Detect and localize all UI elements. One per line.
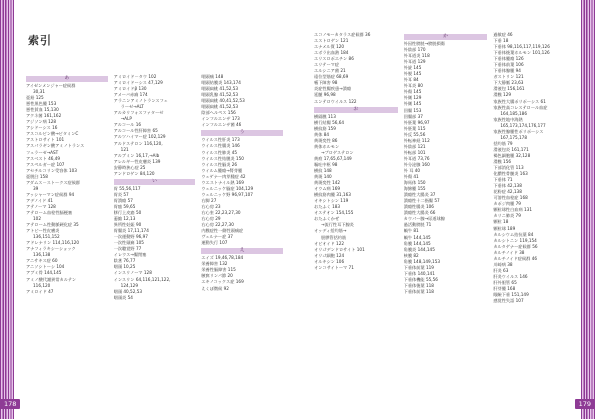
index-entry: アメーバ赤痢 174: [113, 92, 148, 98]
index-entry: アクネ菌 161,162: [26, 113, 62, 119]
index-entry: 外胚葉 115: [403, 125, 426, 131]
index-entry: 悪性黒色腫 153: [26, 101, 57, 107]
index-column: [404, 32, 488, 304]
index-entry: 滑液包 156,161: [493, 86, 525, 92]
index-entry: アセチルコリン受容体 103: [26, 167, 77, 173]
index-column: [314, 32, 398, 304]
index-entry: 咽頭痛 148: [201, 74, 224, 79]
page-edge-right: [581, 0, 595, 419]
index-entry: 肝外胆管 65: [493, 279, 517, 285]
index-entry: アルコール性肝障害 65: [113, 128, 158, 134]
index-entry-continuation: 102: [33, 216, 41, 222]
index-entry: 過活動膀胱 71: [403, 222, 432, 228]
index-entry: 下垂体後葉ホルモン 101,126: [493, 50, 550, 56]
index-entry-continuation: 121: [120, 146, 129, 152]
index-entry: アシドーシス 16: [26, 125, 58, 131]
index-entry-continuation: →プロゲステロン: [321, 149, 354, 155]
index-entry: アルツハイマー症 102,129: [113, 134, 166, 140]
index-entry: 亜鉛 125: [26, 95, 44, 101]
index-entry-continuation: 164,185,186: [500, 110, 527, 116]
index-entry: 下垂体前葉 106: [493, 62, 524, 68]
index-entry: 黄体ホルモン: [314, 143, 340, 149]
index-entry: エナメル質 120: [314, 44, 345, 50]
index-entry: アスパラギン酸アミノトランス: [26, 143, 85, 149]
index-entry: 外耳道 73,76: [403, 155, 430, 161]
index-entry: インフルエンザ 173: [201, 116, 240, 122]
index-entry: 滑膜 156: [493, 158, 512, 164]
index-entry: 家族性腺腫性ポリポーシス: [493, 128, 544, 134]
index-entry: 肝炎 63: [493, 267, 509, 273]
index-entry-continuation: 165,173,174,176,177: [500, 122, 546, 128]
page-edge-left: [0, 0, 14, 419]
index-entry: エコノモーカタラス症候群 36: [314, 32, 371, 37]
index-entry-continuation: ラーゼ→ALT: [120, 104, 144, 110]
index-entry: 外旋 145: [403, 65, 422, 71]
index-entry: アミロイドβ 130: [113, 86, 147, 92]
index-entry: 家族性地中海熱: [493, 116, 523, 122]
index-entry: 黄斑変性 86: [314, 137, 338, 143]
index-entry: おたふく 183: [314, 204, 341, 210]
index-entry: 海馬体 150: [403, 180, 426, 186]
index-entry: 下垂体 98,116,117,119,126: [493, 44, 550, 50]
index-entry-continuation: 胆膵管括約筋: [321, 234, 347, 240]
index-entry: カルチノイド症候群 46: [493, 255, 538, 261]
index-entry: オウム病 169: [314, 186, 341, 192]
index-entry: アジソン病 128: [26, 119, 57, 125]
index-entry: アニサキス症 60: [26, 258, 58, 264]
index-entry: 外 耳 40: [403, 167, 421, 173]
index-entry: アミノ酸代謝異常カルテン: [26, 276, 77, 282]
index-entry: ウェゲナー肉芽腫症 42: [201, 173, 246, 179]
index-entry: 胃腸炎 17,11,174: [113, 228, 149, 234]
index-entry: アミロイドーシス 47,129: [113, 80, 163, 86]
index-entry: アテノーマ 128: [26, 203, 56, 209]
index-entry: 運動失行 107: [201, 240, 228, 246]
index-entry: 下垂体 140,141: [403, 270, 435, 276]
index-entry: 陰部ヘルペス 156: [201, 110, 236, 116]
index-entry: エルシニア菌 21: [314, 68, 346, 74]
index-entry: 咽頭炎 54: [113, 294, 133, 300]
index-entry: 外分泌腺 160: [403, 161, 430, 167]
index-section-header: う: [201, 130, 283, 136]
page-title: 索引: [28, 34, 52, 47]
index-entry: 黄疸 17,65,67,149: [314, 155, 352, 161]
index-entry: 可溶性血栓症 168: [493, 195, 528, 201]
index-entry: 下垂体前葉 119: [403, 264, 434, 270]
index-entry: ウイルス性腸炎 146: [201, 143, 240, 149]
index-entry: 黄斑 140: [314, 174, 332, 180]
index-entry: 外転神経 112: [403, 137, 430, 143]
index-entry: 回腸部 37: [403, 113, 423, 119]
index-column: [26, 74, 108, 301]
index-section-header: あ: [26, 76, 108, 82]
index-entry: 下垂体後葉 118: [403, 282, 434, 288]
index-entry: 外耳道炎 118: [403, 53, 430, 59]
index-entry: 横紋筋肉腫 31,163: [314, 192, 351, 198]
index-entry: カポジ肉腫 79: [493, 201, 521, 207]
index-entry: 咽頭扁桃 41,52,53: [201, 86, 239, 92]
index-entry-continuation: →ALP: [120, 116, 132, 122]
index-entry: 外因性膀胱→膀胱損傷: [403, 41, 445, 46]
index-entry: 括約筋 79: [493, 140, 513, 146]
index-entry: 安静時狭心症 25: [113, 164, 146, 170]
index-entry: インフルエンザ菌 46: [201, 122, 242, 128]
index-entry: 横紋 148: [314, 167, 332, 173]
index-entry: 家族性高コレステロール血症: [493, 104, 548, 110]
index-entry: カルチノイド 38: [493, 249, 525, 255]
index-entry: 潰瘍性大腸炎 37: [403, 192, 436, 198]
index-entry: 角膜 144,145: [403, 240, 431, 246]
index-entry: 感覚性失語 107: [493, 298, 524, 304]
index-column: [493, 32, 577, 304]
index-entry: アスコルビン酸→ビタミンC: [26, 131, 79, 137]
right-index-columns: [314, 32, 577, 304]
index-entry: 下垂体腫瘍 126: [493, 56, 524, 62]
right-page: [306, 0, 581, 419]
index-entry: 嘔吐中枢 98: [314, 161, 338, 167]
index-entry: ガストリン 121: [493, 74, 524, 80]
index-entry: 外陰部 121: [403, 143, 426, 149]
index-entry: 外傷 145: [403, 89, 422, 95]
index-entry: 悪性貧血 15,130: [26, 107, 59, 113]
index-entry-continuation: 136,151,152: [33, 234, 60, 240]
index-section-header: お: [314, 107, 398, 113]
index-entry-continuation: 39: [33, 185, 39, 191]
index-entry: アルドステロン 116,120,: [113, 140, 163, 146]
index-entry: カルシウム拮抗薬 84: [493, 231, 534, 237]
index-entry: えくぼ徴候 92: [201, 285, 229, 291]
index-entry: 腋窩リンパ節 20: [201, 273, 233, 279]
index-entry: アスベスト 46,49: [26, 155, 61, 161]
index-entry: エリスロポエチン 86: [314, 56, 354, 62]
index-entry: 潰瘍性腸炎 106: [403, 204, 434, 210]
index-entry: オステオン 154,155: [314, 210, 354, 216]
index-entry: アダムス－ストークス症候群: [26, 179, 81, 185]
index-entry: 外側 145: [403, 101, 422, 107]
index-entry: オッディ括約筋→: [314, 228, 347, 234]
index-section-header: い: [114, 179, 196, 185]
index-entry: 右心室 22,23,27,30: [201, 209, 241, 215]
index-entry: オリゴデンドロサイト 101: [314, 246, 365, 252]
index-entry: エイズ 19,46,78,184: [201, 255, 244, 261]
index-entry: アデノイド 41: [26, 197, 53, 203]
index-entry: フェラーゼ→AST: [26, 149, 59, 155]
index-entry: 右心房 23: [201, 203, 221, 209]
index-entry: オリゴ細胞 124: [314, 252, 345, 258]
page-number-left: 178: [0, 399, 20, 409]
index-entry: エボラ出血熱 184: [314, 50, 349, 56]
index-entry: 海綿腫 155: [403, 186, 426, 192]
index-entry: アスペルガー症 107: [26, 161, 65, 167]
index-entry: 下部消化管 113: [493, 165, 524, 171]
index-entry: 眼瞼下垂 151,149: [493, 292, 529, 298]
index-entry: ウェルニッケ野 96,97,107: [201, 191, 253, 197]
index-entry: 肝芽腫 168: [493, 285, 516, 291]
index-entry: 潰瘍性十二指腸 57: [403, 198, 440, 204]
index-entry: アニソシトーシ 104: [26, 264, 65, 270]
index-entry: 胃炎 57: [113, 191, 129, 197]
index-entry: アストロサイト 101: [26, 137, 65, 143]
index-entry: ウイルス性脳炎 26: [201, 161, 238, 167]
index-entry: 角膜炎 144,145: [403, 246, 435, 252]
index-column: [201, 74, 283, 301]
left-page: [14, 0, 289, 419]
index-section-header: か: [404, 34, 488, 40]
index-entry: オピオイド 122: [314, 240, 345, 246]
index-column: [114, 74, 196, 301]
index-entry: 下垂体 42,138: [493, 183, 522, 189]
index-entry: 炎症性腸疾患→潰瘍: [314, 86, 352, 92]
index-entry: 外胚葉 96,97: [403, 119, 430, 125]
index-entry-continuation: 124,129: [120, 282, 138, 288]
index-entry: 下垂体腺腫 94: [493, 68, 521, 74]
index-entry: 異所性妊娠 90: [113, 222, 142, 228]
index-entry: 横紋筋 159: [314, 125, 336, 131]
index-entry: おたふくかぜ: [314, 216, 340, 222]
index-entry-continuation: →流行性耳下腺炎: [321, 222, 354, 228]
index-entry: 黄斑変性 142: [314, 180, 341, 186]
index-entry: 咽頭乳腺 41,52,53: [201, 92, 239, 98]
index-entry: アンドロゲン 84,120: [113, 170, 155, 176]
index-entry: アルコール 16: [113, 122, 142, 128]
index-entry: エリテーマ症: [314, 62, 340, 68]
index-entry: ウイルス性肝炎 173: [201, 137, 240, 143]
index-entry: 川崎病 38: [493, 261, 513, 267]
index-entry: 滑液包炎 161,171: [493, 146, 529, 152]
index-entry: 胃癌 59,65: [113, 203, 136, 209]
index-entry: 下垂体機能 55,56: [403, 276, 438, 282]
index-entry: アトピー性皮膚炎: [26, 228, 60, 234]
index-entry: アドレナリン 114,116,120: [26, 240, 80, 246]
index-entry: 嚥下障害 98: [314, 80, 338, 86]
index-entry: インスリン 64,116,121,122,: [113, 276, 171, 282]
index-entry: 褐色細胞腫 32,128: [493, 152, 531, 158]
index-entry: 移行上皮癌 50: [113, 209, 142, 215]
index-entry: 外反 55,56: [403, 131, 426, 137]
index-entry: 亜脱臼 158: [26, 173, 48, 179]
index-entry: アブミ骨 144,145: [26, 270, 62, 276]
index-entry: 咽頭 40,52,53: [113, 288, 143, 294]
index-entry: エンテロウイルス 122: [314, 98, 357, 104]
index-entry: 内膜症性一側性頭痛症: [201, 228, 244, 234]
index-entry: アラニンアミノトランスフェ: [113, 98, 168, 104]
index-entry: ウエストナイル熱 169: [201, 179, 244, 185]
index-entry: 遠位型筋症 68,69: [314, 74, 349, 80]
index-entry: 外脱 145: [403, 71, 422, 77]
index-entry: ウイルス性肺炎 45: [201, 149, 238, 155]
index-entry: 角膜 148,149,153: [403, 258, 441, 264]
index-entry: 外傷 41: [403, 174, 419, 180]
index-entry-continuation: 30,31: [33, 89, 45, 95]
index-entry: 横隔膜 113: [314, 113, 336, 119]
index-entry: 家族性大腸ポリポーシス 61: [493, 98, 546, 104]
index-entry: アナフィラキシーショック: [26, 246, 76, 252]
page-number-right: 179: [575, 399, 595, 409]
index-entry: 下垂体 71: [493, 177, 513, 183]
index-entry: 顆粒 18: [493, 219, 509, 225]
index-entry: 横行結腸 56,64: [314, 119, 345, 125]
index-entry: 蝸牛 144,145: [403, 234, 431, 240]
index-entry: 咽頭扁桃 40,41,52,53: [201, 98, 245, 104]
index-entry: 咽頭結膜炎 143,174: [201, 80, 241, 86]
index-entry: 滑膜 129: [493, 92, 512, 98]
index-entry: ウイルス性結膜炎 150: [201, 155, 244, 161]
index-entry: 咽頭扁桃 41,52,53: [201, 104, 239, 110]
index-entry: オルキシン 106: [314, 258, 345, 264]
index-entry: 延髄 96,98: [314, 92, 336, 98]
index-entry: 胃 55,56,117: [113, 185, 141, 191]
index-entry: インスリノーマ 128: [113, 270, 152, 276]
index-entry: 回腸 153: [403, 107, 422, 113]
index-entry-continuation: 116,120: [33, 282, 51, 288]
index-entry: 花粉症 42,138: [493, 189, 522, 195]
index-entry: 外耳道 129: [403, 59, 426, 65]
index-entry: 下垂 18: [493, 38, 509, 44]
index-entry: 潰瘍性大腸炎 66: [403, 210, 436, 216]
index-entry: 胃潰瘍 57: [113, 197, 133, 203]
index-entry-continuation: 167,175,178: [500, 134, 527, 140]
index-entry: 咽頭 10,25: [113, 264, 136, 270]
index-entry: 核膜 82: [403, 252, 419, 258]
index-entry: 萎縮 12,13: [113, 216, 136, 222]
index-entry: アレルギー性皮膚炎 139: [113, 158, 161, 164]
index-entry: 右脚 27: [201, 197, 217, 203]
index-entry: 一次聴覚野 77: [113, 246, 142, 252]
index-entry: オンコサイトーマ 71: [314, 264, 354, 270]
index-entry: 栄養性脳障害 115: [201, 267, 236, 273]
index-entry: 蝸牛 81: [403, 228, 419, 234]
index-entry: カウパー腺→尿道球腺: [403, 216, 445, 222]
index-entry: 外側 129: [403, 95, 422, 101]
index-entry: イレウス→腸閉塞: [113, 252, 147, 258]
index-entry: 右心房 29: [201, 216, 221, 222]
index-entry: アテローム血栓性脳梗塞: [26, 209, 73, 215]
index-entry: 外転部 101: [403, 149, 426, 155]
index-entry: 顆粒球性白血病 131: [493, 207, 532, 213]
index-entry: アイゼンメンジャー症候群: [26, 83, 76, 88]
index-entry: 黄体 84: [314, 131, 330, 137]
index-entry: アテローム性動脈硬化症 35: [26, 222, 79, 228]
index-entry: カルシトニン 119,154: [493, 237, 537, 243]
index-entry: アミロイド－タウ 102: [113, 74, 157, 79]
index-entry: ウェルニッケ脳症 104,129: [201, 185, 254, 191]
index-entry: 陰茎 76,77: [113, 258, 136, 264]
left-index-columns: [26, 74, 283, 301]
index-entry: 右心房 22,27,30: [201, 222, 234, 228]
index-entry: オキシトシン 119: [314, 198, 349, 204]
index-entry: 一次運動野 96,97: [113, 234, 148, 240]
index-entry: 外耳炎 80: [403, 83, 423, 89]
index-section-header: え: [201, 248, 283, 254]
index-entry: 外陰部 170: [403, 47, 426, 53]
index-entry: 下垂体前葉 118: [403, 288, 434, 294]
index-entry: 栄養障害 132: [201, 261, 228, 267]
index-entry: 化膿性骨髄炎 163: [493, 171, 528, 177]
index-entry: アルブミン 16,17,→Alb: [113, 152, 160, 158]
index-entry: 一次性頭痛 105: [113, 240, 144, 246]
index-entry: ヴェルナー症 37: [201, 234, 233, 240]
index-entry: アルカリフォスファターゼ: [113, 110, 164, 116]
index-entry-continuation: 136,138: [33, 252, 51, 258]
index-entry: 下大静脈 23,63: [493, 80, 524, 86]
index-entry: エキノコックス症 169: [201, 279, 244, 285]
index-entry: カルタゲナー症候群 56: [493, 243, 538, 249]
index-entry: カリニ肺炎 79: [493, 213, 521, 219]
index-entry: アミロイド 47: [26, 288, 54, 294]
index-entry: 過敏症 46: [493, 32, 513, 37]
index-entry: エストロゲン 121: [314, 38, 349, 44]
index-entry: アッシャーマン症候群 94: [26, 191, 75, 197]
index-entry: 肝炎ウイルス 146: [493, 273, 528, 279]
index-entry: 外耳 84: [403, 77, 419, 83]
index-entry: 顆粒球 189: [493, 225, 516, 231]
index-entry: ウイルム腫瘍→腎芽腫: [201, 167, 243, 173]
